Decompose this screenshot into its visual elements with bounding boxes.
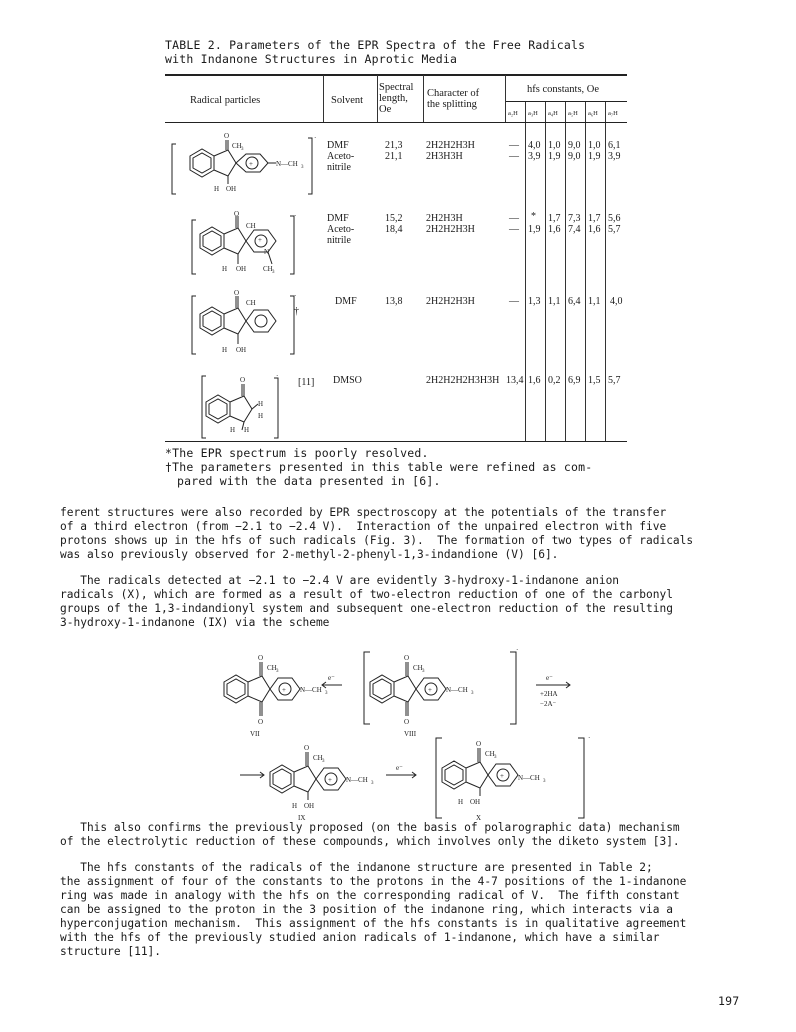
row3-splitting-1: 2H2H2H3H	[426, 296, 475, 307]
hfs-cell: —	[509, 224, 519, 235]
compound-vii	[224, 662, 300, 716]
para1-line2: of a third electron (from −2.1 to −2.4 V). Interaction of the unpaired electron with five	[60, 520, 667, 533]
svg-text:·: ·	[276, 372, 279, 380]
hfs-cell: 7,3	[568, 213, 581, 224]
row1-solvent-3: nitrile	[327, 162, 351, 173]
hfs-header-rule	[505, 101, 627, 102]
svg-text:3: 3	[325, 691, 328, 696]
col-divider	[377, 75, 378, 122]
row2-solvent-2: Aceto-	[327, 224, 355, 235]
hfs-cell: 1,7	[548, 213, 561, 224]
hfs-cell: 4,0	[528, 140, 541, 151]
hfs-cell: —	[509, 213, 519, 224]
svg-text:+: +	[282, 686, 286, 694]
para2-line3: groups of the 1,3-indandionyl system and subsequent one-electron reduction of the resulting	[60, 602, 673, 615]
row4-ref: [11]	[298, 377, 315, 388]
para3-line1: This also confirms the previously proposed (on the basis of polarographic data) mechanism	[60, 821, 680, 834]
hfs-cell: 0,2	[548, 375, 561, 386]
radical-structures-drawing	[168, 124, 318, 444]
svg-text:H: H	[230, 426, 236, 434]
svg-text:†: †	[294, 306, 299, 317]
table-bottom-rule	[165, 441, 627, 442]
col-divider	[545, 102, 546, 122]
svg-text:3: 3	[422, 669, 425, 674]
header-a5h: a₅H	[568, 110, 578, 117]
svg-text:3: 3	[301, 165, 304, 170]
hfs-cell: 4,0	[610, 296, 623, 307]
svg-text:+: +	[328, 776, 332, 784]
header-a7h: a₇H	[608, 110, 618, 117]
svg-text:O: O	[234, 289, 240, 297]
label-ix: IX	[298, 814, 306, 822]
svg-text:3: 3	[276, 669, 279, 674]
hfs-cell: 1,7	[588, 213, 601, 224]
row1-solvent-1: DMF	[327, 140, 349, 151]
row1-splitting-2: 2H3H3H	[426, 151, 463, 162]
col-divider	[565, 123, 566, 441]
col-divider	[323, 75, 324, 122]
compound-x	[436, 738, 584, 818]
hfs-cell: *	[531, 211, 536, 222]
svg-text:O: O	[476, 740, 482, 748]
col-divider	[525, 123, 526, 441]
col-divider	[545, 123, 546, 441]
svg-text:3: 3	[322, 759, 325, 764]
para2-line1: The radicals detected at −2.1 to −2.4 V are evidently 3-hydroxy-1-indanone anion	[60, 574, 620, 587]
svg-text:CH: CH	[232, 142, 242, 150]
hfs-cell: —	[509, 140, 519, 151]
footnote-2-line2: pared with the data presented in [6].	[177, 474, 441, 488]
para4-line7: structure [11].	[60, 945, 162, 958]
col-divider	[423, 75, 424, 122]
svg-text:H: H	[244, 426, 250, 434]
row4-splitting-1: 2H2H2H2H3H3H	[426, 375, 500, 386]
svg-text:3: 3	[471, 691, 474, 696]
svg-text:3: 3	[371, 781, 374, 786]
svg-text:OH: OH	[226, 185, 237, 193]
compound-ix	[270, 752, 346, 800]
para4-line6: with the hfs of the previously studied anion radicals of 1-indanone, which have a similar	[60, 931, 660, 944]
svg-text:O: O	[234, 210, 240, 218]
svg-text:3: 3	[241, 147, 244, 152]
svg-text:O: O	[258, 718, 264, 726]
hfs-cell: 6,1	[608, 140, 621, 151]
reagent-2b: +2HA	[540, 690, 558, 698]
para2-line2: radicals (X), which are formed as a result of two-electron reduction of one of the carbonyl	[60, 588, 673, 601]
label-viii: VIII	[404, 730, 417, 738]
hfs-cell: 3,9	[608, 151, 621, 162]
svg-text:CH: CH	[246, 299, 256, 307]
svg-text:O: O	[258, 654, 264, 662]
svg-text:N—CH: N—CH	[276, 160, 298, 168]
svg-text:OH: OH	[470, 798, 481, 806]
header-character-1: Character of	[427, 88, 480, 99]
header-spectral-1: Spectral	[379, 82, 414, 93]
table-caption-line2: with Indanone Structures in Aprotic Media	[165, 52, 458, 66]
svg-text:·: ·	[294, 212, 297, 220]
svg-text:+: +	[258, 236, 262, 244]
footnote-1: *The EPR spectrum is poorly resolved.	[165, 446, 429, 460]
hfs-cell: 1,6	[548, 224, 561, 235]
hfs-cell: 1,1	[588, 296, 601, 307]
row2-splitting-1: 2H2H3H	[426, 213, 463, 224]
hfs-cell: 6,9	[568, 375, 581, 386]
row3-solvent-1: DMF	[335, 296, 357, 307]
para4-line2: the assignment of four of the constants to the protons in the 4-7 positions of the 1-indanone	[60, 875, 687, 888]
row2-solvent-3: nitrile	[327, 235, 351, 246]
para4-line4: can be assigned to the proton in the 3 position of the indanone ring, which interacts via a	[60, 903, 673, 916]
svg-text:3: 3	[272, 270, 275, 275]
svg-text:3: 3	[543, 779, 546, 784]
col-divider	[525, 102, 526, 122]
svg-text:OH: OH	[304, 802, 315, 810]
row2-length-1: 15,2	[385, 213, 403, 224]
svg-text:H: H	[458, 798, 464, 806]
hfs-cell: 7,4	[568, 224, 581, 235]
row2-solvent-1: DMF	[327, 213, 349, 224]
svg-text:O: O	[224, 132, 230, 140]
hfs-cell: 1,5	[588, 375, 601, 386]
hfs-cell: 1,9	[548, 151, 561, 162]
hfs-cell: 1,6	[588, 224, 601, 235]
hfs-cell: 13,4	[506, 375, 524, 386]
svg-text:CH: CH	[413, 664, 423, 672]
svg-text:3: 3	[494, 755, 497, 760]
header-a3h: a₃H	[528, 110, 538, 117]
svg-text:CH: CH	[246, 222, 256, 230]
hfs-cell: 5,6	[608, 213, 621, 224]
svg-text:CH: CH	[313, 754, 323, 762]
hfs-cell: 1,0	[588, 140, 601, 151]
hfs-cell: 1,9	[588, 151, 601, 162]
svg-text:H: H	[258, 412, 264, 420]
svg-text:H: H	[222, 346, 228, 354]
hfs-cell: —	[509, 296, 519, 307]
label-x: X	[476, 814, 482, 822]
header-radical-particles: Radical particles	[190, 95, 261, 106]
svg-text:OH: OH	[236, 346, 247, 354]
para3-line2: of the electrolytic reduction of these compounds, which involves only the diketo system [3].	[60, 835, 680, 848]
header-a2h: a₂H	[508, 110, 518, 117]
reagent-3: e⁻	[396, 764, 403, 772]
para1-line1: ferent structures were also recorded by EPR spectroscopy at the potentials of the transfer	[60, 506, 667, 519]
table-caption-line1: TABLE 2. Parameters of the EPR Spectra of the Free Radicals	[165, 38, 586, 52]
row1-length-2: 21,1	[385, 151, 403, 162]
hfs-cell: 9,0	[568, 151, 581, 162]
footnote-2-line1: †The parameters presented in this table were refined as com-	[165, 460, 593, 474]
svg-text:CH: CH	[485, 750, 495, 758]
table-header-rule	[165, 122, 627, 123]
col-divider	[605, 123, 606, 441]
reaction-scheme	[210, 640, 650, 825]
svg-text:H: H	[222, 265, 228, 273]
hfs-cell: 1,6	[528, 375, 541, 386]
compound-viii	[364, 652, 516, 724]
hfs-cell: 1,0	[548, 140, 561, 151]
row4-solvent-1: DMSO	[333, 375, 362, 386]
hfs-cell: 1,1	[548, 296, 561, 307]
row1-splitting-1: 2H2H2H3H	[426, 140, 475, 151]
header-hfs-constants: hfs constants, Oe	[527, 84, 600, 95]
svg-text:N: N	[264, 248, 270, 256]
header-solvent: Solvent	[331, 95, 364, 106]
svg-text:H: H	[258, 400, 264, 408]
svg-text:O: O	[404, 718, 410, 726]
svg-text:O: O	[404, 654, 410, 662]
para2-line4: 3-hydroxy-1-indanone (IX) via the scheme	[60, 616, 330, 629]
header-a4h: a₄H	[548, 110, 558, 117]
svg-text:O: O	[304, 744, 310, 752]
reagent-2a: e⁻	[546, 674, 553, 682]
svg-text:+: +	[500, 772, 504, 780]
svg-text:H: H	[292, 802, 298, 810]
svg-text:·: ·	[588, 734, 591, 742]
row2-length-2: 18,4	[385, 224, 403, 235]
svg-text:N—CH: N—CH	[518, 774, 540, 782]
header-spectral-3: Oe	[379, 104, 392, 115]
header-character-2: the splitting	[427, 99, 477, 110]
col-divider	[585, 102, 586, 122]
svg-text:CH: CH	[263, 265, 273, 273]
svg-text:N—CH: N—CH	[300, 686, 322, 694]
hfs-cell: 6,4	[568, 296, 581, 307]
row1-length-1: 21,3	[385, 140, 403, 151]
col-divider	[605, 102, 606, 122]
para4-line1: The hfs constants of the radicals of the indanone structure are presented in Table 2;	[60, 861, 653, 874]
header-spectral-2: length,	[379, 93, 408, 104]
row1-solvent-2: Aceto-	[327, 151, 355, 162]
svg-text:N—CH: N—CH	[446, 686, 468, 694]
page-number: 197	[718, 994, 740, 1008]
para4-line5: hyperconjugation mechanism. This assignment of the hfs constants is in qualitative agreement	[60, 917, 687, 930]
col-divider	[585, 123, 586, 441]
svg-text:O: O	[240, 376, 246, 384]
para1-line3: protons shows up in the hfs of such radicals (Fig. 3). The formation of two types of radicals	[60, 534, 694, 547]
hfs-cell: —	[509, 151, 519, 162]
svg-text:CH: CH	[267, 664, 277, 672]
col-divider	[565, 102, 566, 122]
label-vii: VII	[250, 730, 260, 738]
col-divider	[505, 75, 506, 122]
hfs-cell: 1,3	[528, 296, 541, 307]
row3-length-1: 13,8	[385, 296, 403, 307]
structure-4	[202, 376, 278, 438]
svg-text:OH: OH	[236, 265, 247, 273]
hfs-cell: 5,7	[608, 224, 621, 235]
header-a6h: a₆H	[588, 110, 598, 117]
svg-text:·: ·	[516, 646, 519, 654]
table-top-rule	[165, 74, 627, 76]
reagent-1: e⁻	[328, 674, 335, 682]
hfs-cell: 3,9	[528, 151, 541, 162]
reagent-2c: −2A⁻	[540, 700, 557, 708]
svg-text:+: +	[249, 160, 253, 168]
hfs-cell: 5,7	[608, 375, 621, 386]
hfs-cell: 9,0	[568, 140, 581, 151]
svg-text:N—CH: N—CH	[346, 776, 368, 784]
para1-line4: was also previously observed for 2-methyl-2-phenyl-1,3-indandione (V) [6].	[60, 548, 559, 561]
svg-text:·: ·	[294, 292, 297, 300]
hfs-cell: 1,9	[528, 224, 541, 235]
svg-text:+: +	[428, 686, 432, 694]
svg-text:H: H	[214, 185, 220, 193]
row2-splitting-2: 2H2H2H3H	[426, 224, 475, 235]
para4-line3: ring was made in analogy with the hfs on the corresponding radical of V. The fifth constant	[60, 889, 680, 902]
svg-text:·: ·	[314, 134, 317, 142]
